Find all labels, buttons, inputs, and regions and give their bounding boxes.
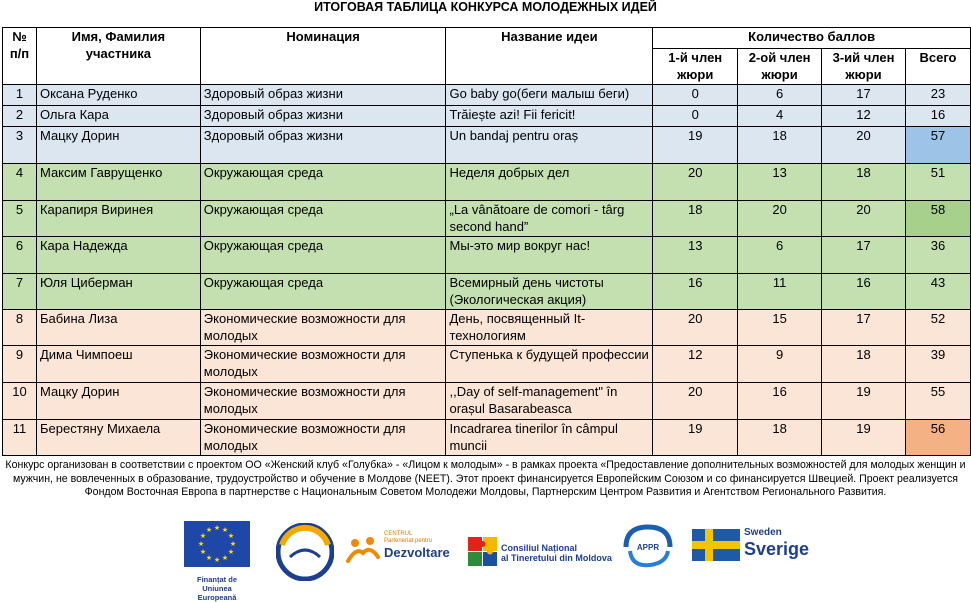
cell-total: 36	[905, 237, 970, 274]
cell-idea: Un bandaj pentru oraș	[446, 127, 653, 164]
cell-jury-1: 19	[653, 127, 738, 164]
cell-name: Карапиря Виринея	[36, 201, 200, 237]
table-row	[3, 346, 971, 383]
cell-total: 43	[905, 274, 970, 310]
cell-jury-3: 19	[822, 383, 906, 420]
cell-num: 10	[3, 383, 37, 420]
cell-idea: Всемирный день чистоты (Экологическая акция)	[446, 274, 653, 310]
cpd-big: Dezvoltare	[384, 545, 450, 560]
cell-name: Кара Надежда	[36, 237, 200, 274]
appr-logo	[620, 523, 676, 569]
svg-text:★: ★	[227, 548, 235, 556]
cell-nomination: Экономические возможности для молодых	[200, 420, 446, 456]
cell-num: 1	[3, 85, 37, 106]
svg-text:★: ★	[213, 556, 221, 564]
cell-jury-2: 4	[738, 106, 822, 127]
cell-total: 51	[905, 164, 970, 201]
cell-name: Мацку Дорин	[36, 383, 200, 420]
header-idea: Название идеи	[446, 28, 653, 85]
table-row	[3, 274, 971, 310]
table-row	[3, 106, 971, 127]
cell-idea: „La vânătoare de comori - târg second hand”	[446, 201, 653, 237]
results-table	[2, 27, 971, 456]
cell-jury-2: 16	[738, 383, 822, 420]
cell-nomination: Экономические возможности для молодых	[200, 310, 446, 346]
cell-nomination: Окружающая среда	[200, 164, 446, 201]
cell-num: 8	[3, 310, 37, 346]
sweden-big: Sverige	[744, 539, 810, 559]
cell-jury-3: 19	[822, 420, 906, 456]
cell-idea: День, посвященный It-технологиям	[446, 310, 653, 346]
cell-jury-2: 9	[738, 346, 822, 383]
cell-jury-2: 11	[738, 274, 822, 310]
appr-swirl-icon	[620, 523, 676, 569]
cell-jury-3: 20	[822, 201, 906, 237]
cell-jury-1: 20	[653, 310, 738, 346]
table-row	[3, 237, 971, 274]
cell-nomination: Здоровый образ жизни	[200, 85, 446, 106]
cell-jury-3: 20	[822, 127, 906, 164]
svg-text:★: ★	[205, 526, 213, 534]
cell-idea: Неделя добрых дел	[446, 164, 653, 201]
cell-total-highlight: 56	[905, 420, 970, 456]
svg-text:★: ★	[205, 554, 213, 562]
cell-num: 9	[3, 346, 37, 383]
header-nomination: Номинация	[200, 28, 446, 85]
cell-name: Оксана Руденко	[36, 85, 200, 106]
svg-text:★: ★	[199, 532, 207, 540]
svg-text:★: ★	[221, 554, 229, 562]
cpd-small-2: Parteneriat pentru	[384, 538, 433, 544]
cell-total: 55	[905, 383, 970, 420]
header-num: № п/п	[3, 28, 37, 85]
table-row	[3, 383, 971, 420]
cntm-label-2: al Tineretului din Moldova	[501, 553, 612, 563]
cell-jury-1: 19	[653, 420, 738, 456]
cell-jury-3: 17	[822, 85, 906, 106]
cell-num: 6	[3, 237, 37, 274]
cell-jury-2: 6	[738, 85, 822, 106]
svg-text:★: ★	[213, 524, 221, 532]
header-total: Всего	[905, 49, 970, 85]
cell-nomination: Окружающая среда	[200, 201, 446, 237]
cell-name: Дима Чимпоеш	[36, 346, 200, 383]
page-title: ИТОГОВАЯ ТАБЛИЦА КОНКУРСА МОЛОДЕЖНЫХ ИДЕЙ	[314, 0, 657, 14]
cell-nomination: Окружающая среда	[200, 237, 446, 274]
cell-jury-1: 20	[653, 164, 738, 201]
table-row	[3, 164, 971, 201]
cell-total: 39	[905, 346, 970, 383]
appr-label: APPR	[636, 543, 660, 552]
cpd-small-1: CENTRUL	[384, 531, 413, 537]
cell-num: 4	[3, 164, 37, 201]
table-row	[3, 420, 971, 456]
cell-nomination: Экономические возможности для молодых	[200, 383, 446, 420]
foundation-logo	[276, 523, 334, 581]
cell-total: 23	[905, 85, 970, 106]
svg-text:★: ★	[197, 540, 205, 548]
table-row	[3, 127, 971, 164]
cell-jury-1: 13	[653, 237, 738, 274]
cell-num: 2	[3, 106, 37, 127]
sweden-flag-icon	[692, 529, 740, 561]
header-jury-3: 3-ий член жюри	[822, 49, 906, 85]
svg-text:★: ★	[229, 540, 237, 548]
cell-jury-1: 0	[653, 85, 738, 106]
header-jury-2: 2-ой член жюри	[738, 49, 822, 85]
cell-num: 7	[3, 274, 37, 310]
cell-jury-3: 16	[822, 274, 906, 310]
cell-jury-2: 18	[738, 127, 822, 164]
foundation-circle-icon	[276, 523, 334, 581]
cell-total: 16	[905, 106, 970, 127]
cell-nomination: Здоровый образ жизни	[200, 127, 446, 164]
cell-idea: Incadrarea tinerilor în câmpul muncii	[446, 420, 653, 456]
cell-idea: Trăiește azi! Fii fericit!	[446, 106, 653, 127]
cell-nomination: Окружающая среда	[200, 274, 446, 310]
cell-jury-3: 18	[822, 164, 906, 201]
cell-jury-1: 0	[653, 106, 738, 127]
cell-total-highlight: 58	[905, 201, 970, 237]
table-header-row	[3, 28, 971, 49]
cntm-logo	[468, 533, 612, 573]
eu-flag-icon	[182, 521, 252, 569]
cell-jury-2: 6	[738, 237, 822, 274]
svg-text:★: ★	[221, 526, 229, 534]
cell-idea: Мы-это мир вокруг нас!	[446, 237, 653, 274]
footnote: Конкурс организован в соответствии с проектом ОО «Женский клуб «Голубка» - «Лицом к молодым» - в рамках проекта «Предоставление дополнительных возможностей для молодых женщин и мужчин, не вовлеченных в образование, трудоустройство и обучение в Молдове (NEET). Этот проект финансируется Европейским Союзом и со финансируется Швецией. Проект реализуется Фондом Восточная Европа в партнерстве с Национальным Советом Молодежи Молдовы, Партнерским Центром Развития и Агентством Регионального Развития.	[5, 459, 966, 498]
header-points: Количество баллов	[653, 28, 971, 49]
cell-total: 52	[905, 310, 970, 346]
sweden-logo	[692, 527, 817, 567]
cell-jury-1: 20	[653, 383, 738, 420]
table-row	[3, 310, 971, 346]
header-name: Имя, Фамилия участника	[36, 28, 200, 85]
eu-label-2: Uniunea Europeană	[197, 584, 237, 602]
cell-jury-2: 18	[738, 420, 822, 456]
cpd-figure-icon	[346, 535, 380, 565]
cell-jury-1: 18	[653, 201, 738, 237]
header-jury-1: 1-й член жюри	[653, 49, 738, 85]
cell-jury-3: 12	[822, 106, 906, 127]
cell-idea: Ступенька к будущей профессии	[446, 346, 653, 383]
cell-name: Ольга Кара	[36, 106, 200, 127]
cpd-logo	[346, 531, 450, 571]
eu-logo	[182, 521, 252, 602]
cell-jury-1: 12	[653, 346, 738, 383]
cell-jury-2: 15	[738, 310, 822, 346]
svg-text:★: ★	[199, 548, 207, 556]
cell-num: 5	[3, 201, 37, 237]
cell-nomination: Экономические возможности для молодых	[200, 346, 446, 383]
cntm-label-1: Consiliul Național	[501, 543, 578, 553]
cell-num: 11	[3, 420, 37, 456]
cell-name: Максим Гаврущенко	[36, 164, 200, 201]
table-row	[3, 201, 971, 237]
puzzle-icon	[468, 537, 498, 567]
cell-name: Юля Циберман	[36, 274, 200, 310]
cell-total-highlight: 57	[905, 127, 970, 164]
cell-jury-2: 13	[738, 164, 822, 201]
eu-label-1: Finanțat de	[196, 575, 237, 584]
cell-name: Берестяну Михаела	[36, 420, 200, 456]
cell-jury-1: 16	[653, 274, 738, 310]
cell-idea: ,,Day of self-management" în orașul Basarabeasca	[446, 383, 653, 420]
table-row	[3, 85, 971, 106]
cell-jury-3: 17	[822, 310, 906, 346]
cell-name: Бабина Лиза	[36, 310, 200, 346]
cell-num: 3	[3, 127, 37, 164]
cell-nomination: Здоровый образ жизни	[200, 106, 446, 127]
partner-logos	[0, 517, 971, 602]
cell-jury-3: 17	[822, 237, 906, 274]
cell-jury-2: 20	[738, 201, 822, 237]
cell-jury-3: 18	[822, 346, 906, 383]
cell-name: Мацку Дорин	[36, 127, 200, 164]
svg-text:★: ★	[227, 532, 235, 540]
cell-idea: Go baby go(беги малыш беги)	[446, 85, 653, 106]
sweden-small: Sweden	[744, 527, 782, 538]
